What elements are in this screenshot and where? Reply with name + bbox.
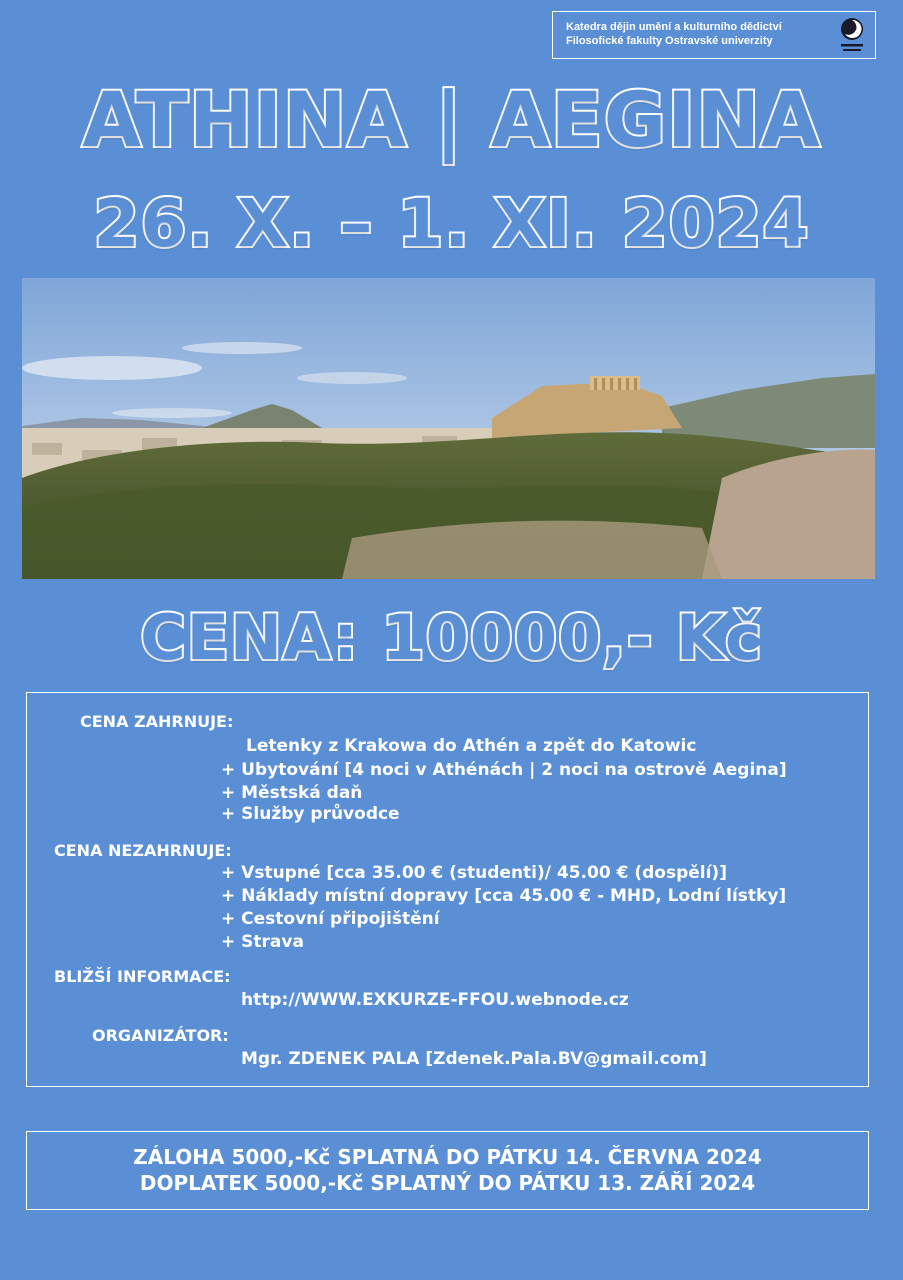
included-item: + Městská daň xyxy=(221,783,363,803)
details-box xyxy=(26,692,869,1087)
trip-dates: 26. X. – 1. XI. 2024 xyxy=(93,185,810,262)
payment-box xyxy=(26,1131,869,1210)
more-info-heading: BLIŽŠÍ INFORMACE: xyxy=(54,967,231,986)
faculty-line-2: Filosofické fakulty Ostravské univerzity xyxy=(566,35,773,47)
price-heading: CENA: 10000,- Kč xyxy=(140,601,763,674)
faculty-line-1: Katedra dějin umění a kulturního dědictví xyxy=(566,21,782,33)
included-item: Letenky z Krakowa do Athén a zpět do Katowic xyxy=(246,736,697,756)
page-title: ATHINA | AEGINA xyxy=(82,75,821,164)
university-logo-icon xyxy=(839,16,865,56)
balance-line: DOPLATEK 5000,-Kč SPLATNÝ DO PÁTKU 13. ZÁŘÍ 2024 xyxy=(139,1171,756,1195)
organizer-heading: ORGANIZÁTOR: xyxy=(92,1026,229,1045)
included-item: + Ubytování [4 noci v Athénách | 2 noci na ostrově Aegina] xyxy=(221,760,787,780)
included-item: + Služby průvodce xyxy=(221,804,400,824)
faculty-name xyxy=(566,20,782,48)
acropolis-photo xyxy=(22,278,875,579)
excluded-item: + Náklady místní dopravy [cca 45.00 € - MHD, Lodní lístky] xyxy=(221,886,787,906)
excluded-item: + Strava xyxy=(221,932,304,952)
excluded-item: + Cestovní připojištění xyxy=(221,909,440,929)
faculty-header xyxy=(552,11,876,59)
more-info-link[interactable]: http://WWW.EXKURZE-FFOU.webnode.cz xyxy=(241,990,629,1010)
deposit-line: ZÁLOHA 5000,-Kč SPLATNÁ DO PÁTKU 14. ČERVNA 2024 xyxy=(133,1145,762,1169)
included-heading: CENA ZAHRNUJE: xyxy=(80,712,234,731)
excluded-item: + Vstupné [cca 35.00 € (studenti)/ 45.00 € (dospělí)] xyxy=(221,863,727,883)
excluded-heading: CENA NEZAHRNUJE: xyxy=(54,841,232,860)
organizer-contact: Mgr. ZDENEK PALA [Zdenek.Pala.BV@gmail.com] xyxy=(241,1049,707,1069)
